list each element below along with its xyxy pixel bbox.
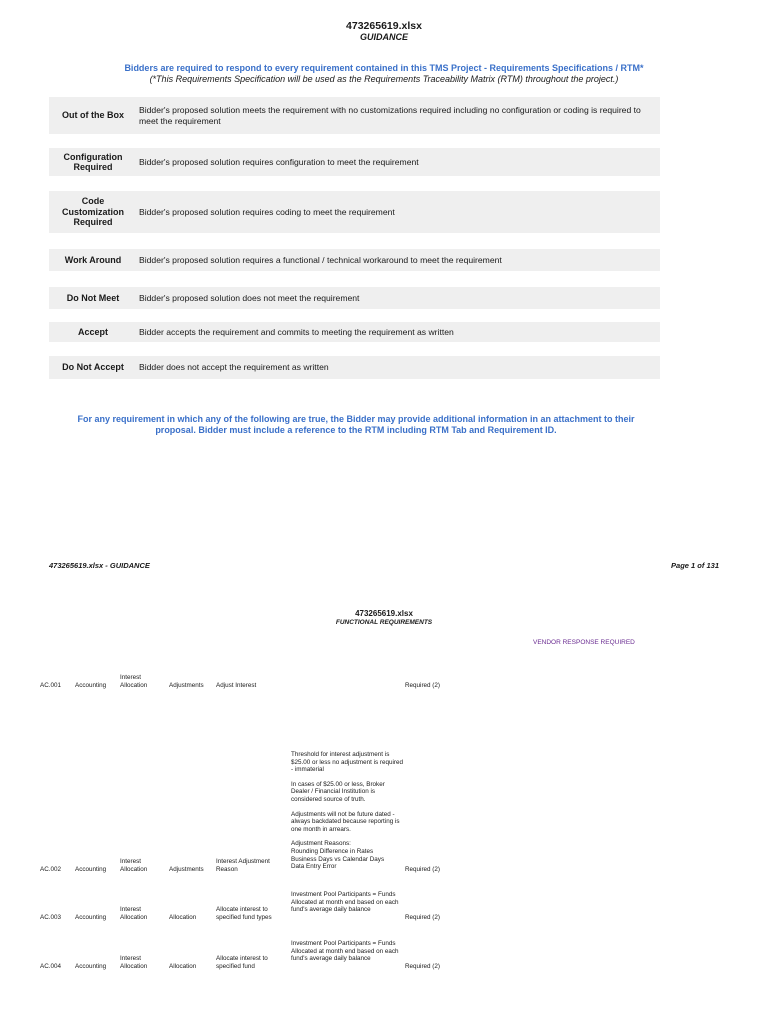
guidance-row-work-around: [49, 249, 660, 271]
req-name: Interest Adjustment Reason: [216, 858, 270, 873]
req-priority: Required (2): [405, 963, 440, 970]
sheet-title: GUIDANCE: [359, 32, 408, 42]
req-detail-paragraph: Adjustments will not be future dated - always backdated because reporting is one month in arrears.: [291, 810, 400, 833]
guidance-row-code-customization-required: [49, 191, 660, 233]
req-id: AC.002: [40, 866, 62, 873]
req-priority: Required (2): [405, 914, 440, 921]
req-detail-paragraph: Adjustment Reasons: Rounding Difference in Rates Business Days vs Calendar Days Data Entry Error: [291, 840, 385, 871]
page2-sheet-title: FUNCTIONAL REQUIREMENTS: [335, 619, 433, 626]
guidance-description: Bidder does not accept the requirement as written: [139, 362, 329, 372]
req-id: AC.001: [40, 682, 62, 689]
guidance-term: Do Not Meet: [66, 292, 120, 303]
guidance-row-do-not-meet: [49, 287, 660, 309]
footer-page-number: Page 1 of 131: [671, 561, 719, 570]
req-module: Interest Allocation: [120, 858, 148, 873]
guidance-description: Bidder's proposed solution requires configuration to meet the requirement: [139, 156, 419, 167]
req-category: Accounting: [75, 963, 107, 970]
guidance-term: Accept: [77, 326, 108, 337]
req-subcategory: Adjustments: [169, 866, 204, 873]
intro-block: [0, 63, 768, 85]
req-category: Accounting: [75, 914, 107, 921]
guidance-description: Bidder accepts the requirement and commits to meeting the requirement as written: [139, 326, 454, 337]
req-module: Interest Allocation: [120, 955, 148, 970]
req-subcategory: Allocation: [169, 914, 197, 921]
req-name: Adjust Interest: [216, 682, 257, 689]
req-id: AC.003: [40, 914, 62, 921]
req-detail-paragraph: In cases of $25.00 or less, Broker Dealer / Financial Institution is considered source of truth.: [291, 780, 385, 803]
req-detail-paragraph: Threshold for interest adjustment is $25.00 or less no adjustment is required - immaterial: [291, 751, 404, 774]
req-subcategory: Allocation: [169, 963, 197, 970]
guidance-term: Do Not Accept: [62, 362, 124, 373]
guidance-row-do-not-accept: [49, 356, 660, 379]
req-name: Allocate interest to specified fund types: [216, 906, 272, 921]
req-id: AC.004: [40, 963, 62, 970]
intro-note: (*This Requirements Specification will be used as the Requirements Traceability Matrix (RTM) throughout the project.): [149, 74, 619, 84]
guidance-description: Bidder's proposed solution meets the requirement with no customizations required including no configuration or coding is required to meet the requirement: [139, 104, 641, 126]
req-name: Allocate interest to specified fund: [216, 955, 268, 970]
req-priority: Required (2): [405, 682, 440, 689]
req-details: Investment Pool Participants = Funds Allocated at month end based on each fund's average daily balance: [291, 940, 399, 963]
footer-sheet-name: 473265619.xlsx - GUIDANCE: [49, 561, 150, 570]
req-priority: Required (2): [405, 866, 440, 873]
req-module: Interest Allocation: [120, 906, 148, 921]
guidance-description: Bidder's proposed solution requires a functional / technical workaround to meet the requirement: [139, 254, 502, 265]
req-category: Accounting: [75, 866, 107, 873]
req-category: Accounting: [75, 682, 107, 689]
guidance-row-configuration-required: [49, 148, 660, 176]
guidance-row-accept: [49, 322, 660, 342]
page2-file-title: 473265619.xlsx: [355, 609, 413, 618]
file-title: 473265619.xlsx: [346, 20, 422, 32]
guidance-term: Code Customization Required: [62, 196, 124, 228]
guidance-term: Out of the Box: [62, 110, 124, 121]
guidance-description: Bidder's proposed solution requires coding to meet the requirement: [139, 206, 395, 217]
req-details: Investment Pool Participants = Funds Allocated at month end based on each fund's average daily balance: [291, 891, 399, 914]
intro-line: Bidders are required to respond to every requirement contained in this TMS Project - Requirements Specifications / RTM*: [124, 63, 644, 73]
attachment-footnote: For any requirement in which any of the following are true, the Bidder may provide additional information in an attachment to their proposal. Bidder must include a reference to the RTM including RTM Tab and Requirement ID.: [77, 414, 635, 435]
vendor-response-header: VENDOR RESPONSE REQUIRED: [533, 639, 635, 646]
req-details: [291, 751, 405, 871]
req-module: Interest Allocation: [120, 674, 148, 689]
guidance-row-out-of-the-box: [49, 97, 660, 134]
guidance-term: Work Around: [64, 254, 122, 265]
req-subcategory: Adjustments: [169, 682, 204, 689]
guidance-term: Configuration Required: [63, 151, 123, 172]
guidance-description: Bidder's proposed solution does not meet the requirement: [139, 292, 360, 303]
